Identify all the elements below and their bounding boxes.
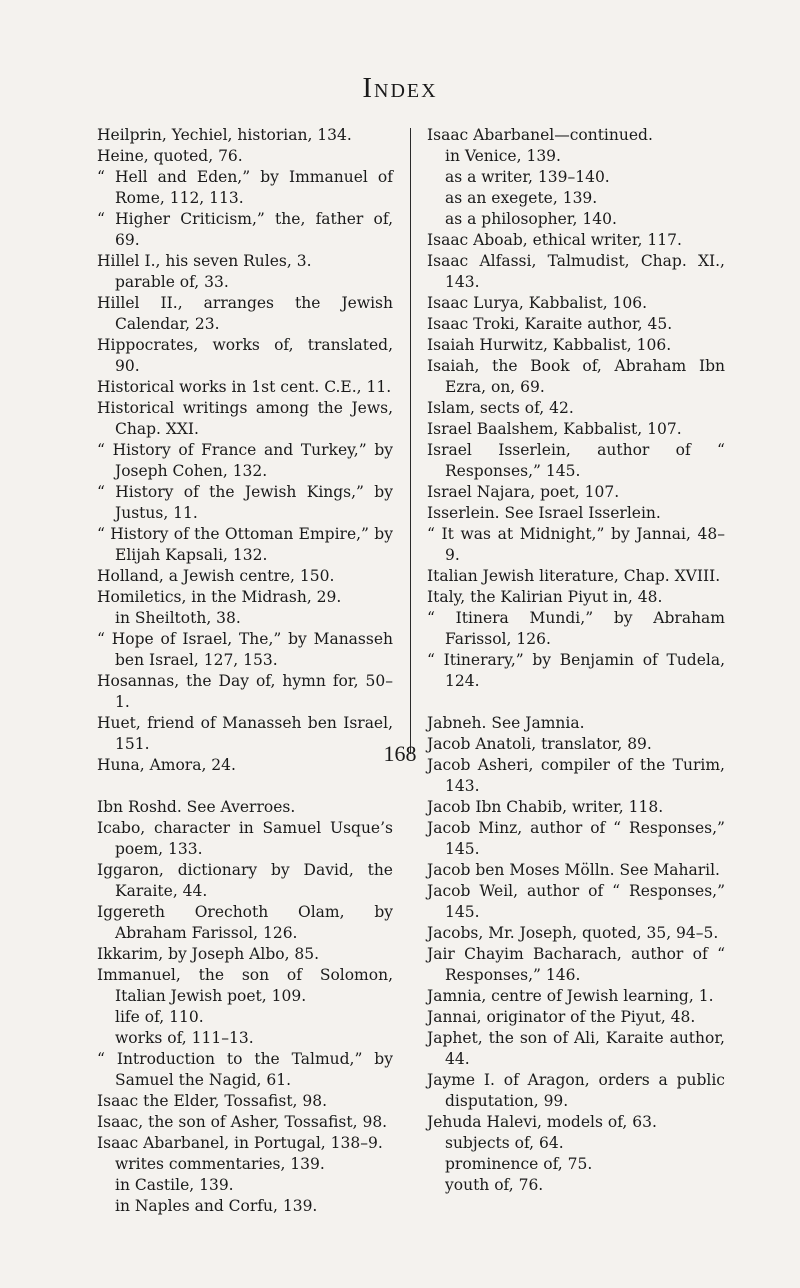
index-entry: Hippocrates, works of, translated, 90. (97, 336, 393, 375)
index-entry: “ History of France and Turkey,” by Joseph Cohen, 132. (97, 441, 393, 480)
index-subentry: as an exegete, 139. (445, 189, 598, 207)
index-entry: Israel Isserlein, author of “ Responses,” 145. (427, 441, 725, 480)
index-entry: Hillel II., arranges the Jewish Calendar, 23. (97, 294, 393, 333)
index-entry: Hillel I., his seven Rules, 3. (97, 252, 312, 270)
index-entry: Isaac the Elder, Tossafist, 98. (97, 1092, 328, 1110)
index-subentry: in Castile, 139. (115, 1176, 234, 1194)
index-entry: Icabo, character in Samuel Usque’s poem, 133. (97, 819, 393, 858)
index-entry: Italy, the Kalirian Piyut in, 48. (427, 588, 663, 606)
index-subentry: in Venice, 139. (445, 147, 561, 165)
index-entry: Jayme I. of Aragon, orders a public disputation, 99. (427, 1071, 725, 1110)
index-entry: Ibn Roshd. See Averroes. (97, 798, 296, 816)
index-subentry: life of, 110. (115, 1008, 204, 1026)
index-entry: Holland, a Jewish centre, 150. (97, 567, 335, 585)
index-entry: Iggaron, dictionary by David, the Karaite, 44. (97, 861, 393, 900)
index-entry: Heilprin, Yechiel, historian, 134. (97, 126, 352, 144)
index-subentry: writes commentaries, 139. (115, 1155, 325, 1173)
index-entry: Italian Jewish literature, Chap. XVIII. (427, 567, 721, 585)
page-number: 168 (383, 741, 417, 766)
index-subentry: subjects of, 64. (445, 1134, 564, 1152)
index-entry: Isaiah, the Book of, Abraham Ibn Ezra, on, 69. (427, 357, 725, 396)
index-entry: Jabneh. See Jamnia. (427, 714, 585, 732)
index-entry: “ Itinera Mundi,” by Abraham Farissol, 126. (427, 609, 725, 648)
index-column-right (427, 125, 725, 1196)
index-entry: “ Introduction to the Talmud,” by Samuel the Nagid, 61. (97, 1050, 393, 1089)
index-entry: Historical works in 1st cent. C.E., 11. (97, 378, 392, 396)
index-entry: Isaac, the son of Asher, Tossafist, 98. (97, 1113, 388, 1131)
index-entry: Jehuda Halevi, models of, 63. (427, 1113, 657, 1131)
index-entry: Historical writings among the Jews, Chap. XXI. (97, 399, 393, 438)
index-entry: Jacob Weil, author of “ Responses,” 145. (427, 882, 725, 921)
index-subentry: prominence of, 75. (445, 1155, 593, 1173)
index-entry: Jannai, originator of the Piyut, 48. (427, 1008, 696, 1026)
index-entry: Jacob ben Moses Mölln. See Maharil. (427, 861, 720, 879)
index-entry: Jacob Ibn Chabib, writer, 118. (427, 798, 664, 816)
index-entry: Huna, Amora, 24. (97, 756, 236, 774)
index-entry: Huet, friend of Manasseh ben Israel, 151. (97, 714, 393, 753)
index-entry: Jamnia, centre of Jewish learning, 1. (427, 987, 714, 1005)
index-entry: Heine, quoted, 76. (97, 147, 243, 165)
index-entry: Isaac Abarbanel—continued. (427, 126, 653, 144)
index-entry: Isserlein. See Israel Isserlein. (427, 504, 661, 522)
index-entry: Immanuel, the son of Solomon, Italian Jewish poet, 109. (97, 966, 393, 1005)
index-entry: “ History of the Ottoman Empire,” by Elijah Kapsali, 132. (97, 525, 393, 564)
index-entry: “ It was at Midnight,” by Jannai, 48–9. (427, 525, 725, 564)
index-entry: Jacob Minz, author of “ Responses,” 145. (427, 819, 725, 858)
index-entry: Israel Najara, poet, 107. (427, 483, 620, 501)
column-divider (410, 128, 411, 754)
index-entry: Iggereth Orechoth Olam, by Abraham Farissol, 126. (97, 903, 393, 942)
index-entry: “ Higher Criticism,” the, father of, 69. (97, 210, 393, 249)
index-entry: Homiletics, in the Midrash, 29. (97, 588, 342, 606)
index-subentry: works of, 111–13. (115, 1029, 254, 1047)
index-entry: Japhet, the son of Ali, Karaite author, 44. (427, 1029, 725, 1068)
index-entry: Jacob Anatoli, translator, 89. (427, 735, 652, 753)
index-subentry: parable of, 33. (115, 273, 229, 291)
index-entry: Isaiah Hurwitz, Kabbalist, 106. (427, 336, 672, 354)
index-entry: “ History of the Jewish Kings,” by Justus, 11. (97, 483, 393, 522)
index-subentry: as a philosopher, 140. (445, 210, 617, 228)
index-entry: Isaac Abarbanel, in Portugal, 138–9. (97, 1134, 383, 1152)
index-entry: “ Itinerary,” by Benjamin of Tudela, 124. (427, 651, 725, 690)
index-entry: Jair Chayim Bacharach, author of “ Responses,” 146. (427, 945, 725, 984)
index-entry: Jacob Asheri, compiler of the Turim, 143. (427, 756, 725, 795)
index-entry: Isaac Aboab, ethical writer, 117. (427, 231, 682, 249)
index-entry: Isaac Troki, Karaite author, 45. (427, 315, 673, 333)
index-subentry: in Naples and Corfu, 139. (115, 1197, 318, 1215)
index-entry: Isaac Lurya, Kabbalist, 106. (427, 294, 648, 312)
index-subentry: as a writer, 139–140. (445, 168, 610, 186)
index-column-left (97, 125, 393, 1217)
page-title: Index (362, 72, 438, 104)
index-entry: Hosannas, the Day of, hymn for, 50–1. (97, 672, 393, 711)
index-entry: Jacobs, Mr. Joseph, quoted, 35, 94–5. (427, 924, 719, 942)
index-entry: Israel Baalshem, Kabbalist, 107. (427, 420, 682, 438)
index-subentry: youth of, 76. (445, 1176, 544, 1194)
index-subentry: in Sheiltoth, 38. (115, 609, 241, 627)
index-entry: Ikkarim, by Joseph Albo, 85. (97, 945, 320, 963)
index-entry: “ Hell and Eden,” by Immanuel of Rome, 112, 113. (97, 168, 393, 207)
index-entry: “ Hope of Israel, The,” by Manasseh ben Israel, 127, 153. (97, 630, 393, 669)
index-entry: Isaac Alfassi, Talmudist, Chap. XI., 143. (427, 252, 725, 291)
index-entry: Islam, sects of, 42. (427, 399, 574, 417)
